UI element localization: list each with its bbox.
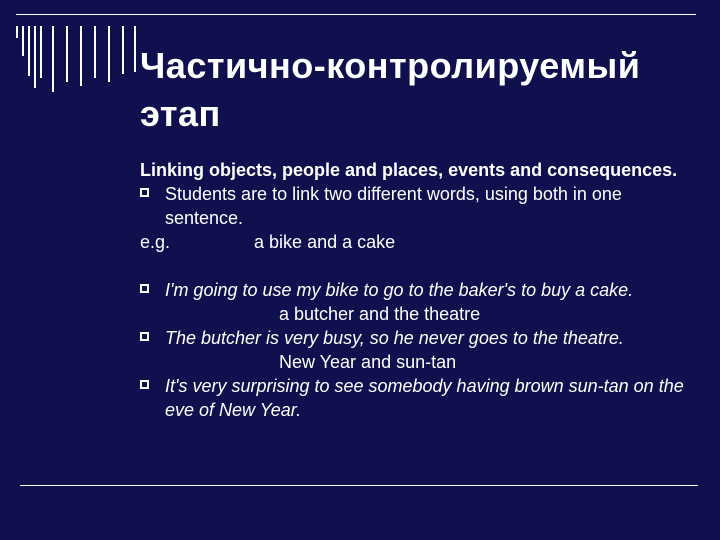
- example-line: [140, 230, 700, 254]
- title-line-1: Частично-контролируемый: [140, 45, 641, 86]
- hollow-square-icon: [140, 284, 149, 293]
- bullet-item: [140, 278, 700, 302]
- slide-title: [140, 42, 700, 138]
- bottom-divider-left: [20, 485, 134, 486]
- bottom-divider: [134, 485, 698, 486]
- title-line-2: этап: [140, 93, 221, 134]
- spacer: [140, 254, 700, 278]
- eg-label: e.g.: [140, 232, 171, 252]
- slide-body: [140, 158, 700, 422]
- example-sentence: I'm going to use my bike to go to the baker's to buy a cake.: [165, 280, 634, 300]
- hollow-square-icon: [140, 380, 149, 389]
- bullet-item: [140, 182, 700, 230]
- word-pair: New Year and sun-tan: [279, 352, 457, 372]
- bullet-item: [140, 326, 700, 350]
- bullet-item: [140, 374, 700, 422]
- example-sentence: The butcher is very busy, so he never goes to the theatre.: [165, 328, 624, 348]
- word-pair: a bike and a cake: [254, 232, 396, 252]
- example-sentence: It's very surprising to see somebody having brown sun-tan on the eve of New Year.: [165, 376, 684, 420]
- hollow-square-icon: [140, 188, 149, 197]
- word-pair: a butcher and the theatre: [279, 304, 481, 324]
- top-divider: [16, 14, 696, 15]
- intro-text: Linking objects, people and places, events and consequences.: [140, 160, 678, 180]
- bullet-text: Students are to link two different words, using both in one sentence.: [165, 184, 622, 228]
- hollow-square-icon: [140, 332, 149, 341]
